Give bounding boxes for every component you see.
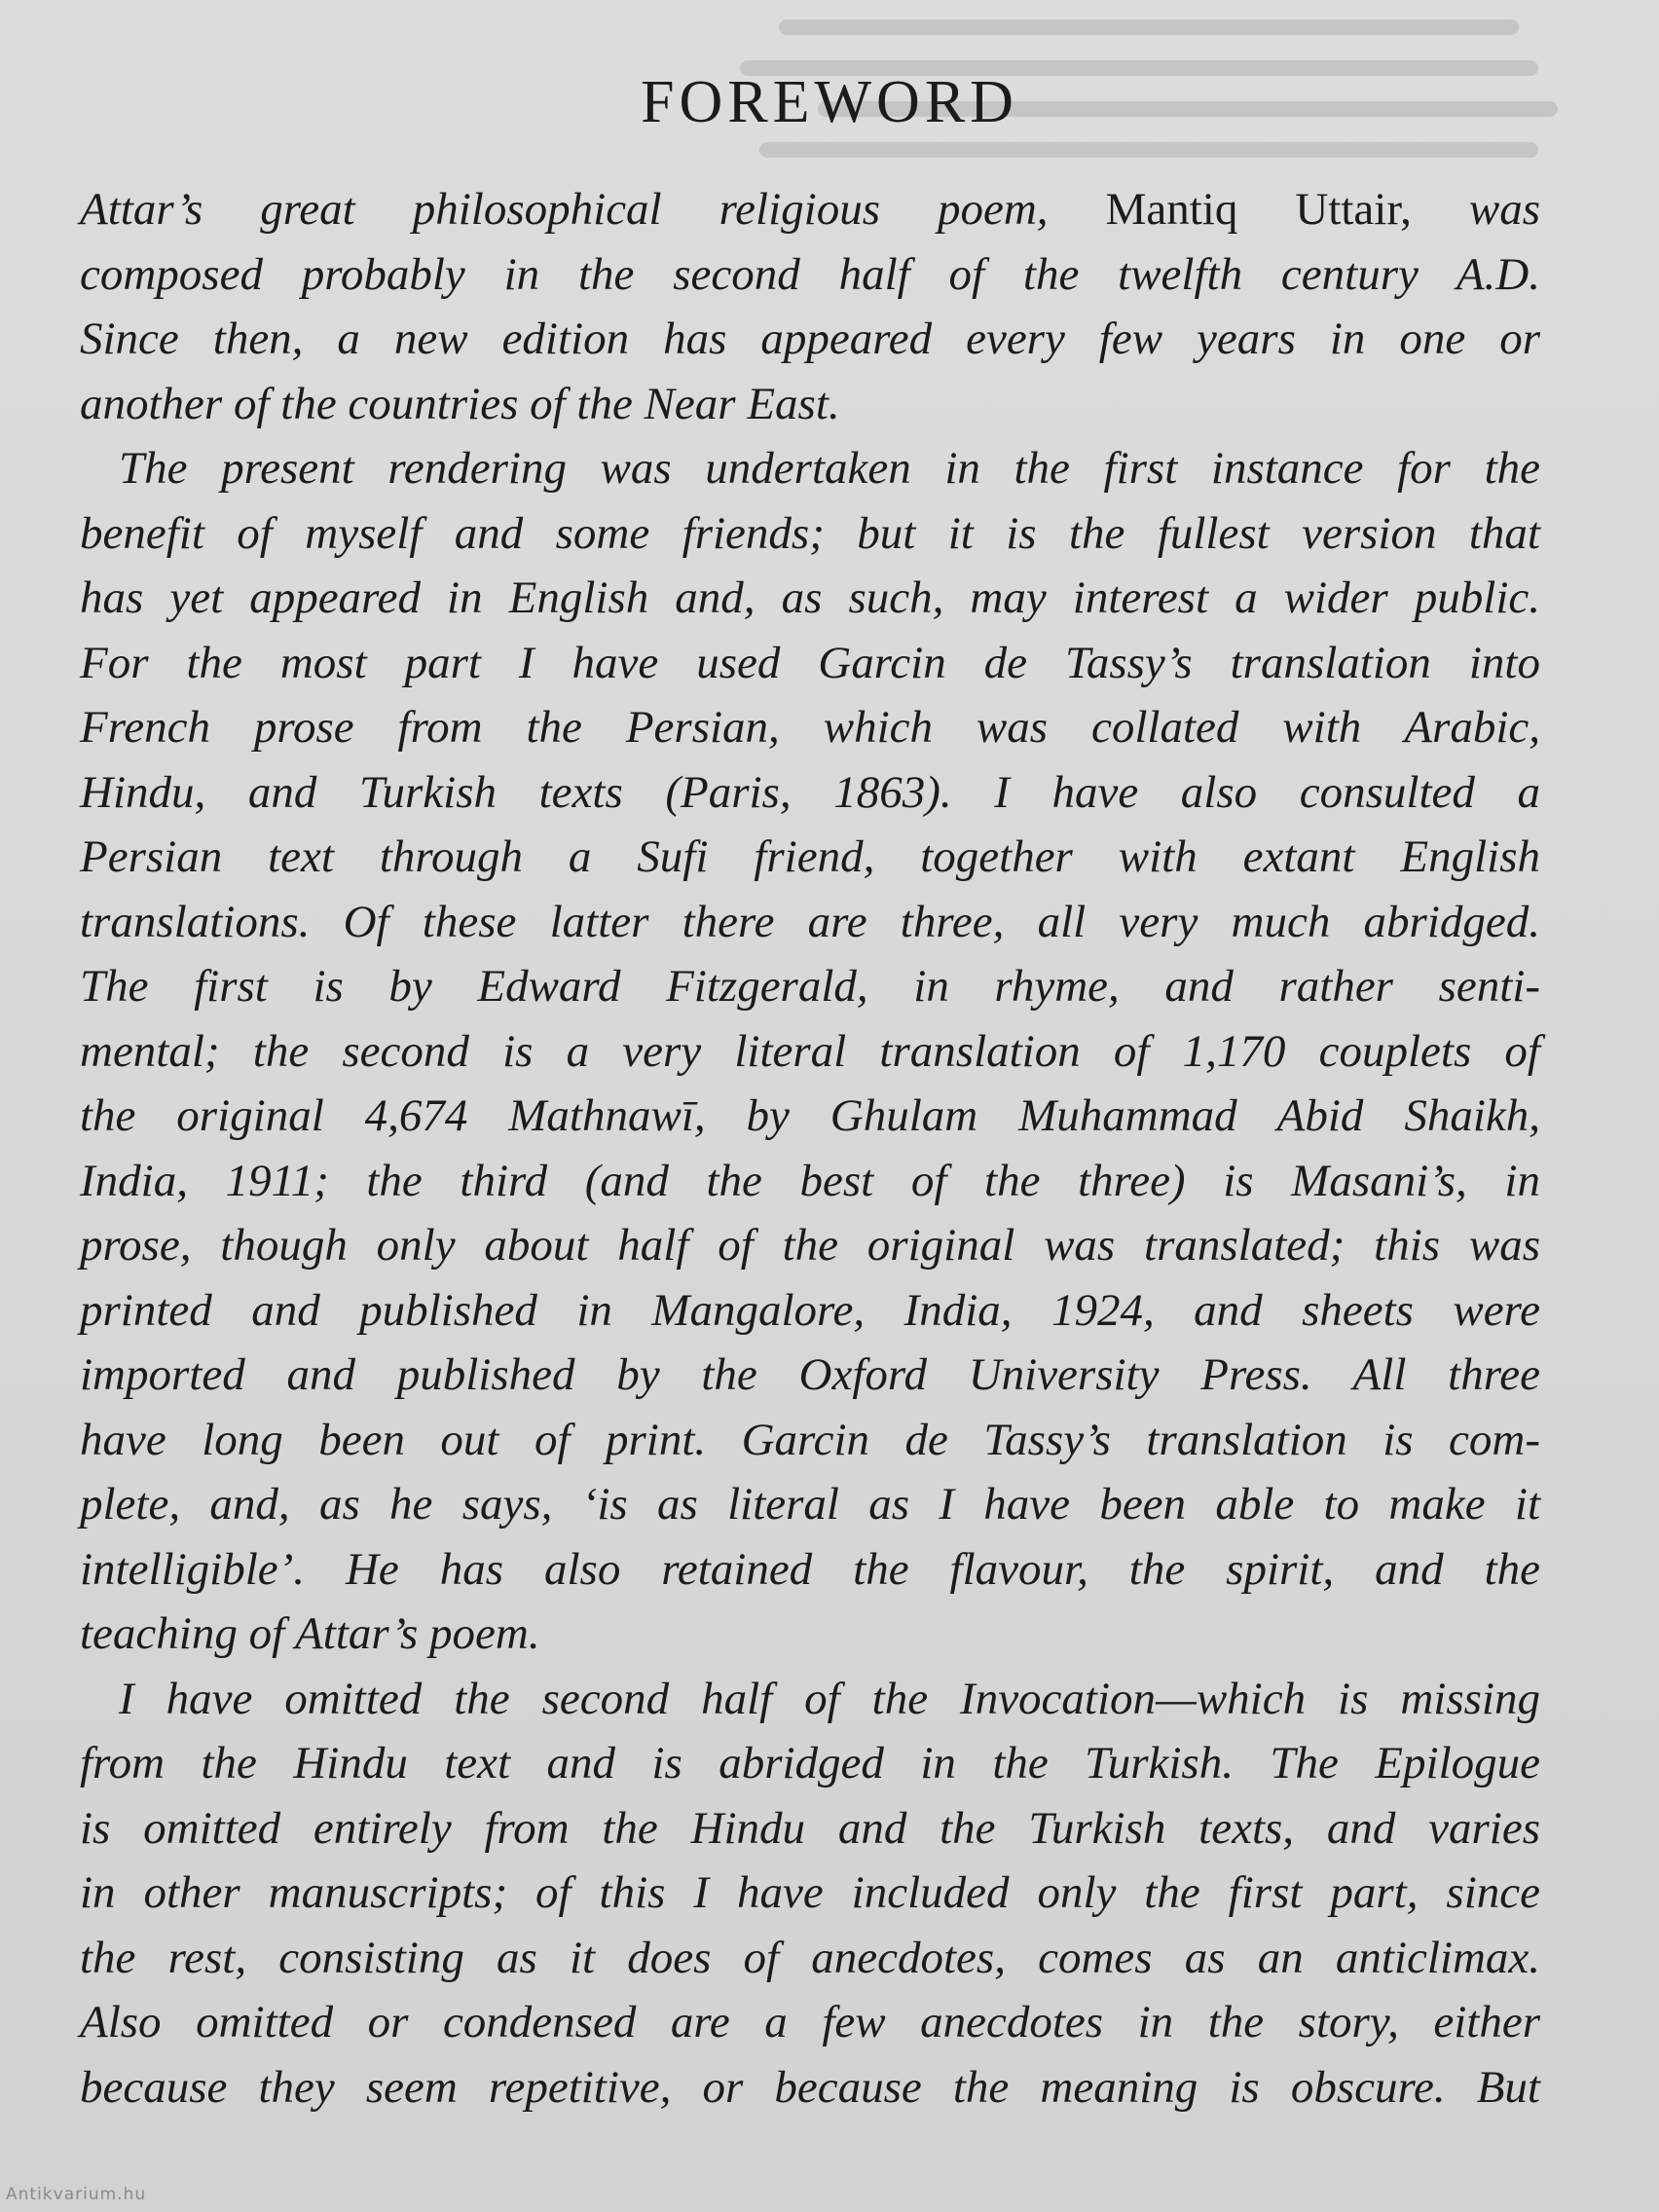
text-line: For the most part I have used Garcin de Tassy’s translation into	[80, 637, 1540, 688]
page-title: FOREWORD	[641, 69, 1018, 135]
text-line: Persian text through a Sufi friend, together with extant English	[80, 831, 1540, 882]
text-line: plete, and, as he says, ‘is as literal as I have been able to make it	[80, 1479, 1540, 1530]
text-line: Also omitted or condensed are a few anecdotes in the story, either	[80, 1997, 1540, 2047]
watermark: Antikvarium.hu	[6, 2185, 147, 2204]
text-line: Hindu, and Turkish texts (Paris, 1863). I have also consulted a	[80, 766, 1540, 818]
text-line: Attar’s great philosophical religious poem, Mantiq Uttair, was	[80, 184, 1540, 235]
text-line: Since then, a new edition has appeared every few years in one or	[80, 313, 1540, 364]
text-line: The present rendering was undertaken in the first instance for the	[119, 443, 1540, 494]
text-line: benefit of myself and some friends; but it is the fullest version that	[80, 507, 1540, 559]
text-line: the original 4,674 Mathnawī, by Ghulam Muhammad Abid Shaikh,	[80, 1090, 1540, 1141]
text-line: India, 1911; the third (and the best of the three) is Masani’s, in	[80, 1155, 1540, 1206]
text-line: from the Hindu text and is abridged in the Turkish. The Epilogue	[80, 1738, 1540, 1788]
text-line: intelligible’. He has also retained the flavour, the spirit, and the	[80, 1543, 1540, 1595]
text-line: has yet appeared in English and, as such, may interest a wider public.	[80, 572, 1540, 623]
body-text	[80, 177, 1540, 2120]
text-line: prose, though only about half of the original was translated; this was	[80, 1220, 1540, 1271]
text-line: teaching of Attar’s poem.	[80, 1608, 540, 1659]
text-line: imported and published by the Oxford University Press. All three	[80, 1349, 1540, 1400]
text-line: the rest, consisting as it does of anecdotes, comes as an anticlimax.	[80, 1932, 1540, 1983]
text-line: I have omitted the second half of the Invocation—which is missing	[119, 1673, 1540, 1724]
text-line: because they seem repetitive, or because the meaning is obscure. But	[80, 2061, 1540, 2113]
text-line: in other manuscripts; of this I have included only the first part, since	[80, 1867, 1540, 1918]
text-line: another of the countries of the Near East.	[80, 378, 840, 429]
text-line: printed and published in Mangalore, India, 1924, and sheets were	[80, 1284, 1540, 1336]
text-line: French prose from the Persian, which was collated with Arabic,	[80, 702, 1540, 753]
text-line: is omitted entirely from the Hindu and the Turkish texts, and varies	[80, 1802, 1540, 1854]
text-line: composed probably in the second half of the twelfth century A.D.	[80, 248, 1540, 300]
text-line: The first is by Edward Fitzgerald, in rhyme, and rather senti-	[80, 961, 1540, 1012]
text-line: translations. Of these latter there are three, all very much abridged.	[80, 896, 1540, 947]
text-line: mental; the second is a very literal translation of 1,170 couplets of	[80, 1025, 1540, 1077]
text-line: have long been out of print. Garcin de Tassy’s translation is com-	[80, 1414, 1540, 1465]
